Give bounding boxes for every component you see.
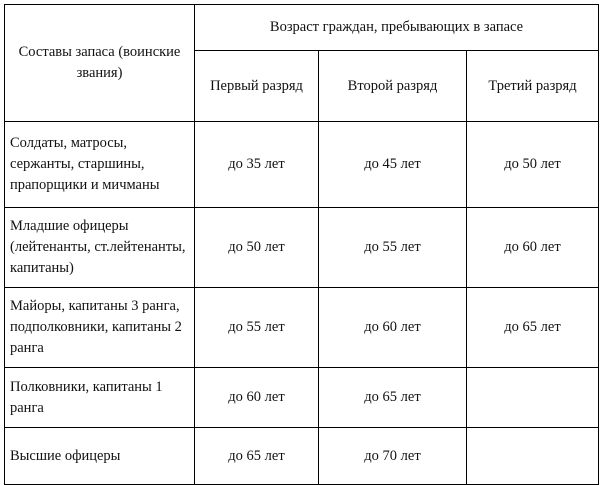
table-row — [5, 122, 599, 208]
table-row — [5, 428, 599, 485]
cell-category-2: до 55 лет — [319, 208, 467, 288]
header-category-1: Первый разряд — [195, 51, 319, 122]
cell-category-1: до 35 лет — [195, 122, 319, 208]
cell-category-2: до 45 лет — [319, 122, 467, 208]
reserve-age-table — [4, 4, 599, 485]
header-age-group: Возраст граждан, пребывающих в запасе — [195, 5, 599, 51]
cell-category-3: до 60 лет — [467, 208, 599, 288]
table-row — [5, 368, 599, 428]
cell-category-2: до 65 лет — [319, 368, 467, 428]
table-row — [5, 288, 599, 368]
cell-category-3 — [467, 428, 599, 485]
cell-category-2: до 70 лет — [319, 428, 467, 485]
cell-category-1: до 65 лет — [195, 428, 319, 485]
row-label: Высшие офицеры — [5, 428, 195, 485]
row-label: Солдаты, матросы, сержанты, старшины, прапорщики и мичманы — [5, 122, 195, 208]
row-label: Младшие офицеры (лейтенанты, ст.лейтенанты, капитаны) — [5, 208, 195, 288]
cell-category-3: до 50 лет — [467, 122, 599, 208]
header-category-2: Второй разряд — [319, 51, 467, 122]
cell-category-3: до 65 лет — [467, 288, 599, 368]
cell-category-1: до 60 лет — [195, 368, 319, 428]
header-category-3: Третий разряд — [467, 51, 599, 122]
cell-category-1: до 50 лет — [195, 208, 319, 288]
cell-category-2: до 60 лет — [319, 288, 467, 368]
header-composition: Составы запаса (воинские звания) — [5, 5, 195, 122]
row-label: Майоры, капитаны 3 ранга, подполковники, капитаны 2 ранга — [5, 288, 195, 368]
row-label: Полковники, капитаны 1 ранга — [5, 368, 195, 428]
table-row — [5, 208, 599, 288]
cell-category-1: до 55 лет — [195, 288, 319, 368]
header-row-top — [5, 5, 599, 51]
cell-category-3 — [467, 368, 599, 428]
